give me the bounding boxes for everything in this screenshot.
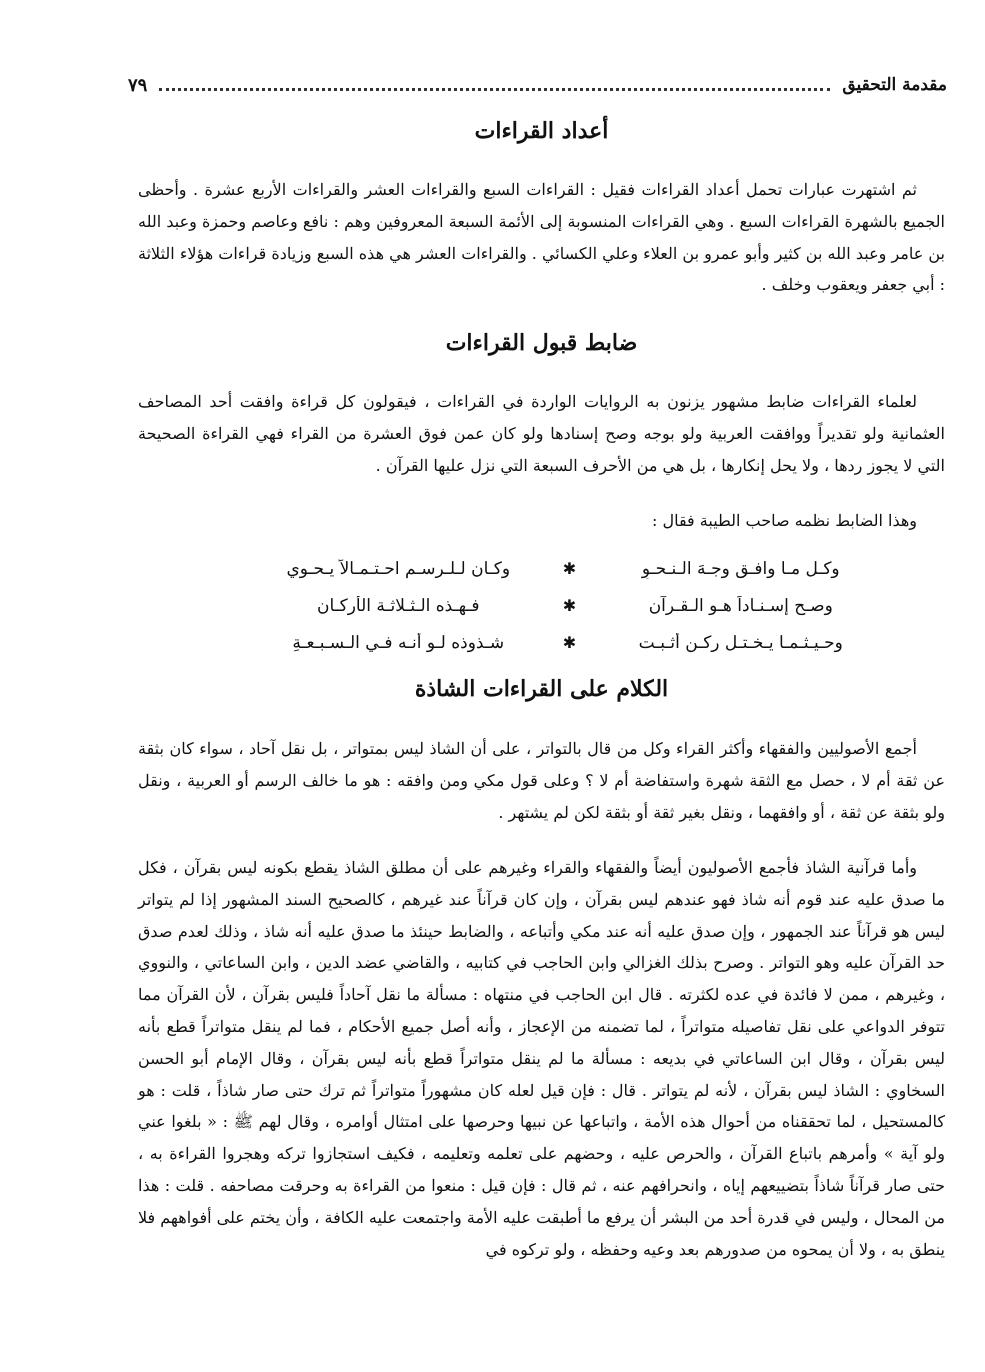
poem-verse <box>240 550 899 587</box>
poem-first-hemistich: وحـيـثـمـا يـخـتـل ركـن أثـبـت <box>638 632 843 653</box>
poem-second-hemistich: وكـان لـلـرسـم احـتـمـالاً يـحـوي <box>286 558 511 579</box>
paragraph-acceptance-criteria: لعلماء القراءات ضابط مشهور يزنون به الروايات الواردة في القراءات ، فيقولون كل قراءة وافقت أحد المصاحف العثمانية ولو تقديراً ووافقت العربية ولو بوجه وصح إسنادها ولو كان عمن فوق العشرة من القراء فهي القراءة الصحيحة التي لا يجوز ردها ، ولا يحل إنكارها ، بل هي من الأحرف السبعة التي نزل عليها القرآن . <box>138 392 946 475</box>
paragraph-reading-counts: ثم اشتهرت عبارات تحمل أعداد القراءات فقيل : القراءات السبع والقراءات العشر والقراءات الأربع عشرة . وأحظى الجميع بالشهرة القراءات السبع . وهي القراءات المنسوبة إلى الأئمة السبعة المعروفين وهم : نافع وعاصم وحمزة وعبد الله بن عامر وعبد الله بن كثير وأبو عمرو بن العلاء وعلي الكسائي . والقراءات العشر هي هذه السبع وزيادة قراءات هؤلاء الثلاثة : أبي جعفر ويعقوب وخلف . <box>138 180 946 295</box>
poem-intro: وهذا الضابط نظمه صاحب الطيبة فقال : <box>651 511 917 530</box>
poem-first-hemistich: وصـح إسـنـاداً هـو الـقـرآن <box>648 595 833 616</box>
poem-second-hemistich: فـهـذه الـثـلاثـة الأركـان <box>316 595 480 616</box>
paragraph-irregular-consensus: أجمع الأصوليين والفقهاء وأكثر القراء وكل من قال بالتواتر ، على أن الشاذ ليس بمتواتر ، بل نقل آحاد ، سواء كان بثقة عن ثقة أم لا ، حصل مع الثقة شهرة واستفاضة أم لا ؟ وعلى قول مكي ومن وافقه : هو ما خالف الرسم أو العربية ، ونقل ولو بثقة عن ثقة ، أو وافقهما ، ونقل بغير ثقة أو بثقة لكن لم يشتهر . <box>138 739 945 822</box>
header-title: مقدمة التحقيق <box>842 75 947 95</box>
star-separator-icon: ✱ <box>562 596 577 615</box>
star-separator-icon: ✱ <box>562 559 577 578</box>
page-number: ٧٩ <box>128 74 148 96</box>
poem-block <box>240 550 899 661</box>
section-heading-reading-counts: أعداد القراءات <box>474 118 609 144</box>
poem-verse <box>240 587 899 624</box>
poem-second-hemistich: شـذوذه لـو أنـه فـي الـسـبـعـةِ <box>292 632 505 653</box>
paragraph-irregular-quranic-status: وأما قرآنية الشاذ فأجمع الأصوليون أيضاً والفقهاء والقراء وغيرهم على أن مطلق الشاذ يقطع بكونه ليس بقرآن ، فكل ما صدق عليه عند قوم أنه شاذ فهو عندهم ليس بقرآن ، وإن كان قرآناً عند غيرهم ، كالصحيح السند المشهور إذا لم يتواتر ليس هو قرآناً عند الجمهور ، وإن صدق عليه أنه عند مكي وأتباعه ، والضابط حينئذ ما صدق عليه أنه شاذ ، وذلك لعدم صدق حد القرآن عليه وهو التواتر . وصرح بذلك الغزالي وابن الحاجب في كتابيه ، والقاضي عضد الدين ، وابن الساعاتي ، والنووي ، وغيرهم ، ممن لا فائدة في عده لكثرته . قال ابن الحاجب في منتهاه : مسألة ما نقل آحاداً فليس بقرآن ، لأن القرآن مما تتوفر الدواعي على نقل تفاصيله متواتراً ، لما تضمنه من الإعجاز ، وأنه أصل جميع الأحكام ، فما لم ينقل متواتراً قطع بأنه ليس بقرآن ، وقال ابن الساعاتي في بديعه : مسألة ما لم ينقل متواتراً قطع بأنه ليس بقرآن ، وقال الإمام أبو الحسن السخاوي : الشاذ ليس بقرآن ، لأنه لم يتواتر . قال : فإن قيل لعله كان مشهوراً متواتراً ثم ترك حتى صار شاذاً ، قلت : هو كالمستحيل ، لما تحققناه من أحوال هذه الأمة ، واتباعها عن نبيها وحرصها على امتثال أوامره ، وقال لهم ﷺ : « بلغوا عني ولو آية » وأمرهم باتباع القرآن ، والحرص عليه ، وحضهم على تعلمه وتعليمه ، فكيف استجازوا تركه وهجروا القراءة به ، حتى صار قرآناً شاذاً بتضييعهم إياه ، وانحرافهم عنه ، ثم قال : فإن قيل : منعوا من القراءة به وحرقت مصاحفه . قلت : هذا من المحال ، وليس في قدرة أحد من البشر أن يرفع ما أطبقت عليه الأمة واجتمعت عليه الكافة ، وأن يختم على أفواههم فلا ينطق به ، ولا أن يمحوه من صدورهم بعد وعيه وحفظه ، ولو تركوه في <box>138 858 946 1259</box>
running-header <box>128 68 947 102</box>
star-separator-icon: ✱ <box>562 633 577 652</box>
section-heading-irregular-readings: الكلام على القراءات الشاذة <box>414 676 669 702</box>
poem-first-hemistich: وكـل مـا وافـق وجـهَ الـنـحـوِ <box>641 558 840 579</box>
poem-verse <box>240 624 899 661</box>
section-heading-acceptance-criteria: ضابط قبول القراءات <box>445 330 638 356</box>
header-dotted-leader <box>159 88 830 91</box>
